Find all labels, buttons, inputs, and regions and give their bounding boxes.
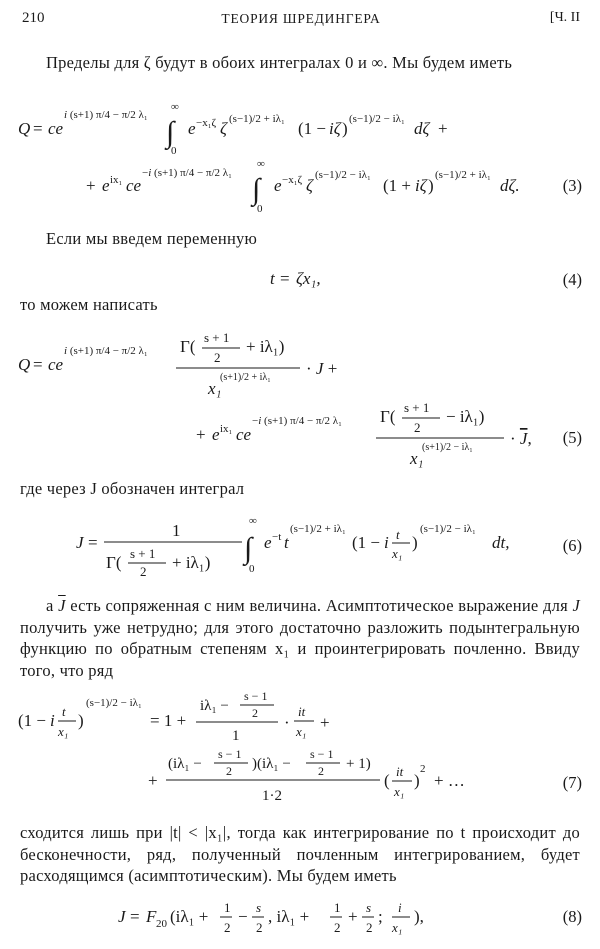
svg-text:i: i <box>50 711 55 730</box>
svg-text:ce: ce <box>48 119 64 138</box>
svg-text:): ) <box>342 119 348 138</box>
svg-text:ζ: ζ <box>306 176 313 195</box>
paragraph-3: то можем написать <box>20 295 158 314</box>
paragraph-4: где через J обозначен интеграл <box>20 479 245 498</box>
equation-number-8: (8) <box>562 907 582 926</box>
svg-text:i (s+1) π/4 − π/2 λ₁: i (s+1) π/4 − π/2 λ₁ <box>64 345 148 357</box>
svg-text:=: = <box>88 533 98 552</box>
svg-text:(s−1)/2 − iλ₁: (s−1)/2 − iλ₁ <box>420 523 476 535</box>
svg-text:s: s <box>256 900 262 915</box>
svg-text:x₁: x₁ <box>392 546 403 561</box>
svg-text:ζx₁,: ζx₁, <box>296 269 321 288</box>
svg-text:−x₁ζ: −x₁ζ <box>196 117 217 129</box>
svg-text:t: t <box>270 269 275 288</box>
svg-text:(s−1)/2 − iλ₁: (s−1)/2 − iλ₁ <box>315 169 371 181</box>
svg-text:(1 −: (1 − <box>18 711 46 730</box>
svg-text:s + 1: s + 1 <box>404 400 430 415</box>
svg-text:1: 1 <box>224 900 231 915</box>
svg-text:t: t <box>396 527 400 542</box>
svg-text:1: 1 <box>334 900 341 915</box>
paragraph-5-prefix: а <box>46 596 54 615</box>
svg-text:ix₁: ix₁ <box>110 174 123 186</box>
svg-text:2: 2 <box>420 763 426 775</box>
svg-text:(s−1)/2 + iλ₁: (s−1)/2 + iλ₁ <box>435 169 491 181</box>
equation-number-6: (6) <box>562 536 582 555</box>
svg-text:=: = <box>130 907 140 926</box>
svg-text:e: e <box>188 119 196 138</box>
svg-text:e: e <box>274 176 282 195</box>
svg-text:−i (s+1) π/4 − π/2 λ₁: −i (s+1) π/4 − π/2 λ₁ <box>252 415 342 427</box>
conjugate-j-symbol: $\overline{J}$ <box>58 596 66 615</box>
svg-text:): ) <box>428 176 434 195</box>
svg-text:−t: −t <box>272 531 282 543</box>
svg-text:+ 1): + 1) <box>346 756 371 772</box>
svg-text:2: 2 <box>252 706 258 720</box>
svg-text:s − 1: s − 1 <box>218 747 242 761</box>
svg-text:+ iλ₁): + iλ₁) <box>246 337 285 356</box>
svg-text:1: 1 <box>232 728 240 744</box>
svg-text:s + 1: s + 1 <box>204 330 230 345</box>
svg-text:2: 2 <box>226 764 232 778</box>
svg-text:it: it <box>298 704 306 719</box>
svg-text:= 1 +: = 1 + <box>150 711 187 730</box>
svg-text:∞: ∞ <box>257 158 265 170</box>
equation-7 <box>0 680 600 815</box>
equation-number-7: (7) <box>562 773 582 792</box>
svg-text:)(iλ₁ −: )(iλ₁ − <box>252 756 291 772</box>
svg-text:(s+1)/2 + iλ₁: (s+1)/2 + iλ₁ <box>220 372 271 383</box>
svg-text:−: − <box>238 907 248 926</box>
svg-text:s + 1: s + 1 <box>130 546 156 561</box>
svg-text:): ) <box>414 771 420 790</box>
svg-text:): ) <box>412 533 418 552</box>
svg-text:(iλ₁ −: (iλ₁ − <box>168 756 202 772</box>
svg-text:F: F <box>146 907 157 926</box>
svg-text:ce: ce <box>48 355 64 374</box>
svg-text:ζ: ζ <box>220 119 227 138</box>
running-header <box>22 10 580 32</box>
svg-text:2: 2 <box>256 920 263 935</box>
svg-text:iζ: iζ <box>415 176 427 195</box>
svg-text:Q: Q <box>18 355 31 374</box>
svg-text:t: t <box>62 704 66 719</box>
svg-text:∫: ∫ <box>252 173 261 206</box>
equation-number-5: (5) <box>562 428 582 447</box>
equation-3 <box>0 96 600 221</box>
svg-text:0: 0 <box>249 563 255 575</box>
svg-text:dζ: dζ <box>414 119 430 138</box>
svg-text:(iλ₁ +: (iλ₁ + <box>170 907 209 926</box>
paragraph-1: Пределы для ζ будут в обоих интегралах 0 и ∞. Мы будем иметь <box>46 53 513 72</box>
svg-text:=: = <box>280 269 290 288</box>
svg-text:(: ( <box>384 771 390 790</box>
svg-text:it: it <box>396 764 404 779</box>
svg-text:x₁: x₁ <box>296 724 307 739</box>
svg-text:x₁: x₁ <box>208 379 222 398</box>
j-symbol: J <box>572 596 581 615</box>
svg-text:x₁: x₁ <box>392 920 403 935</box>
svg-text:2: 2 <box>414 420 421 435</box>
svg-text:+: + <box>320 713 330 732</box>
svg-text:(s−1)/2 + iλ₁: (s−1)/2 + iλ₁ <box>229 113 285 125</box>
svg-text:+: + <box>438 119 448 138</box>
svg-text:x₁: x₁ <box>410 449 424 468</box>
svg-text:2: 2 <box>214 350 221 365</box>
svg-text:dζ.: dζ. <box>500 176 520 195</box>
svg-text:+ iλ₁): + iλ₁) <box>172 553 211 572</box>
equation-number-4: (4) <box>562 270 582 289</box>
svg-text:Γ(: Γ( <box>180 337 196 356</box>
svg-text:∫: ∫ <box>166 116 175 149</box>
svg-text:+: + <box>196 425 206 444</box>
svg-text:+: + <box>148 771 158 790</box>
svg-text:),: ), <box>414 907 424 926</box>
page-number: 210 <box>22 10 45 26</box>
svg-text:iζ: iζ <box>329 119 341 138</box>
equation-8 <box>0 896 600 942</box>
svg-text:J: J <box>118 907 126 926</box>
svg-text:(1 +: (1 + <box>383 176 411 195</box>
svg-text:+ …: + … <box>434 771 465 790</box>
svg-text:· J,: · J, <box>510 429 532 448</box>
paragraph-6: сходится лишь при |t| < |x₁|, тогда как интегрирование по t происходит до бесконечности, ряд, полученный почленным интегрированием, будет расходящимся (асимптотическим). Мы будем иметь <box>20 823 580 885</box>
svg-text:+: + <box>86 176 96 195</box>
svg-text:(1 −: (1 − <box>352 533 380 552</box>
svg-text:·: · <box>284 713 290 732</box>
svg-text:i: i <box>398 900 402 915</box>
svg-text:ce: ce <box>126 176 142 195</box>
svg-text:2: 2 <box>334 920 341 935</box>
svg-text:∞: ∞ <box>249 515 257 527</box>
svg-text:2: 2 <box>366 920 373 935</box>
svg-text:Γ(: Γ( <box>106 553 122 572</box>
paragraph-5 <box>20 595 580 681</box>
svg-text:· J +: · J + <box>306 359 338 378</box>
svg-text:(s+1)/2 − iλ₁: (s+1)/2 − iλ₁ <box>422 442 473 453</box>
svg-text:ix₁: ix₁ <box>220 423 233 435</box>
svg-text:=: = <box>33 119 43 138</box>
svg-text:s − 1: s − 1 <box>310 747 334 761</box>
svg-text:): ) <box>78 711 84 730</box>
paragraph-5-middle: есть сопряженная с ним величина. Асимптотическое выражение для <box>70 596 568 615</box>
svg-text:+: + <box>348 907 358 926</box>
equation-4 <box>0 262 600 292</box>
paragraph-2: Если мы введем переменную <box>46 229 258 248</box>
svg-text:t: t <box>284 533 289 552</box>
svg-text:− iλ₁): − iλ₁) <box>446 407 485 426</box>
svg-text:ce: ce <box>236 425 252 444</box>
svg-text:(s−1)/2 − iλ₁: (s−1)/2 − iλ₁ <box>349 113 405 125</box>
svg-text:;: ; <box>378 907 383 926</box>
paragraph-5-rest: получить уже нетрудно; для этого достаточно разложить подынтегральную функцию по обратным степеням x₁ и проинтегрировать почленно. Ввиду того, что ряд <box>20 617 580 680</box>
running-title: ТЕОРИЯ ШРЕДИНГЕРА <box>221 11 381 26</box>
svg-text:s: s <box>366 900 372 915</box>
chapter-marker: [Ч. II <box>549 10 580 25</box>
equation-5 <box>0 320 600 480</box>
svg-text:s − 1: s − 1 <box>244 689 268 703</box>
svg-text:1·2: 1·2 <box>262 788 282 804</box>
svg-text:e: e <box>102 176 110 195</box>
svg-text:1: 1 <box>172 521 181 540</box>
svg-text:x₁: x₁ <box>394 784 405 799</box>
svg-text:(s−1)/2 + iλ₁: (s−1)/2 + iλ₁ <box>290 523 346 535</box>
svg-text:e: e <box>212 425 220 444</box>
svg-text:e: e <box>264 533 272 552</box>
svg-text:J: J <box>76 533 84 552</box>
equation-6 <box>0 506 600 586</box>
svg-text:−i (s+1) π/4 − π/2 λ₁: −i (s+1) π/4 − π/2 λ₁ <box>142 167 232 179</box>
svg-text:2: 2 <box>318 764 324 778</box>
svg-text:(1 −: (1 − <box>298 119 326 138</box>
svg-text:0: 0 <box>171 145 177 157</box>
svg-text:i (s+1) π/4 − π/2 λ₁: i (s+1) π/4 − π/2 λ₁ <box>64 109 148 121</box>
svg-text:20: 20 <box>156 918 167 930</box>
svg-text:, iλ₁ +: , iλ₁ + <box>268 907 310 926</box>
svg-text:(s−1)/2 − iλ₁: (s−1)/2 − iλ₁ <box>86 697 142 709</box>
svg-text:∫: ∫ <box>244 532 253 565</box>
svg-text:0: 0 <box>257 203 263 215</box>
svg-text:2: 2 <box>140 564 147 579</box>
svg-text:∞: ∞ <box>171 101 179 113</box>
equation-number-3: (3) <box>562 176 582 195</box>
svg-text:Q: Q <box>18 119 31 138</box>
svg-text:Γ(: Γ( <box>380 407 396 426</box>
svg-text:i: i <box>384 533 389 552</box>
svg-text:=: = <box>33 355 43 374</box>
svg-text:x₁: x₁ <box>58 724 69 739</box>
svg-text:iλ₁ −: iλ₁ − <box>200 698 229 714</box>
svg-text:dt,: dt, <box>492 533 510 552</box>
svg-text:−x₁ζ: −x₁ζ <box>282 174 303 186</box>
svg-text:2: 2 <box>224 920 231 935</box>
